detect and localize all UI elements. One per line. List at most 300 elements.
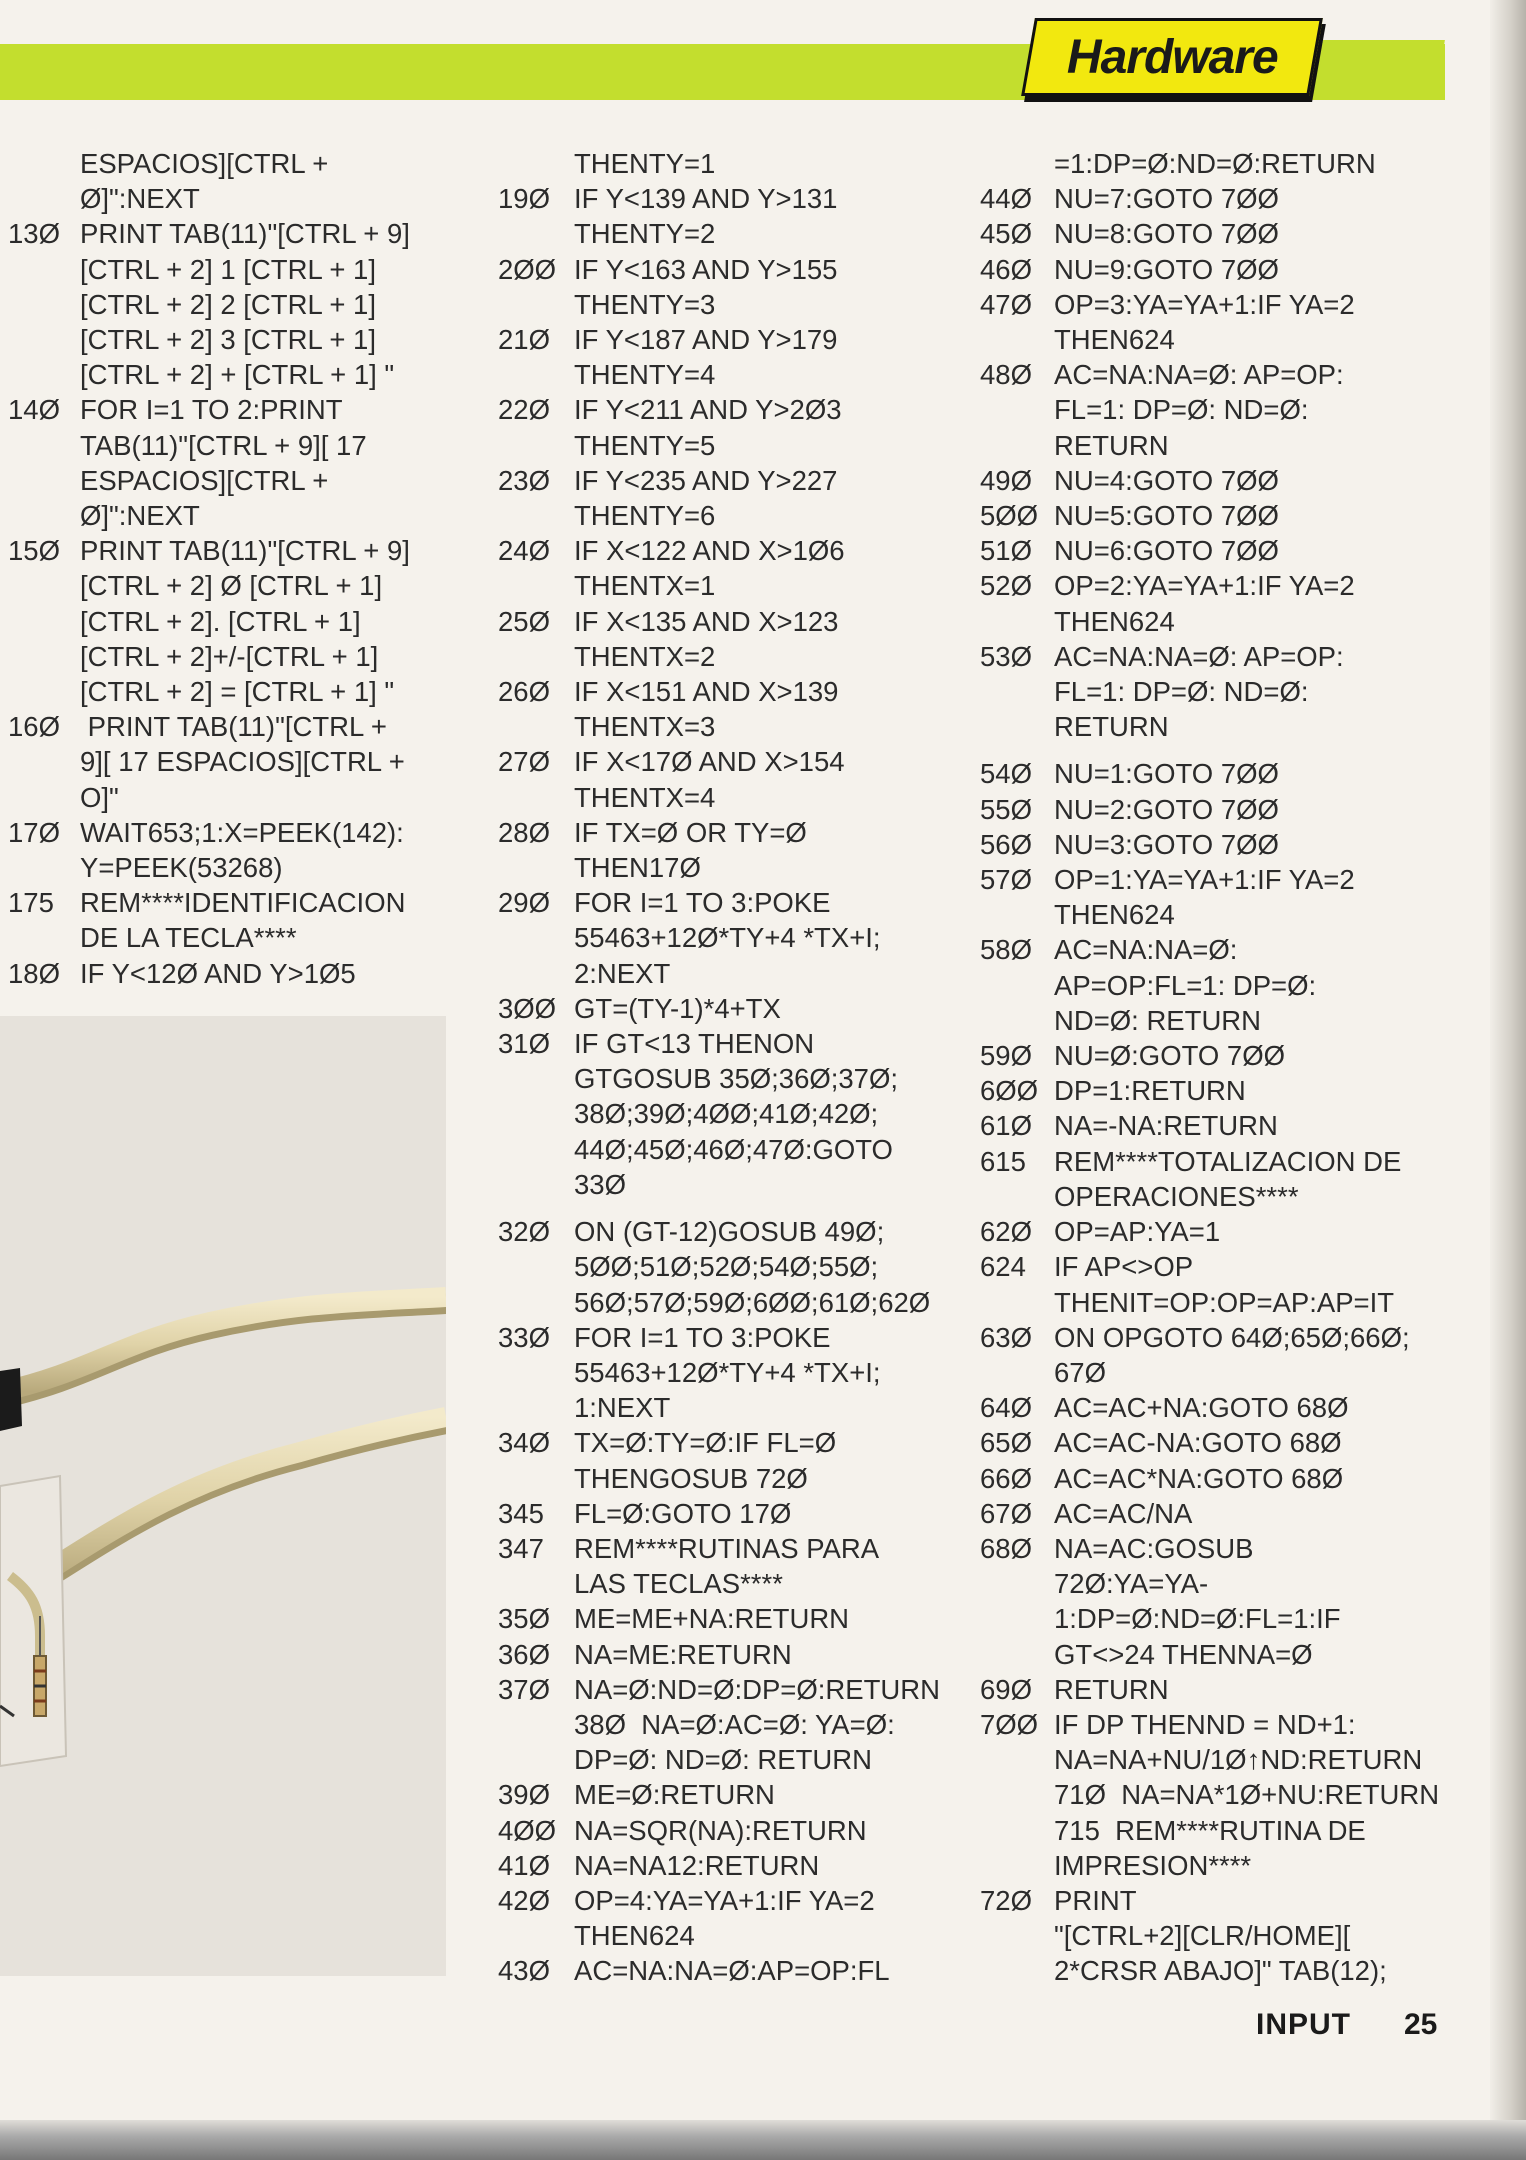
code-text: =1:DP=Ø:ND=Ø:RETURN: [1054, 148, 1376, 179]
code-line: [490, 885, 990, 920]
line-number: 24Ø: [498, 535, 550, 567]
code-text: THENIT=OP:OP=AP:AP=IT: [1054, 1286, 1395, 1318]
code-line: [490, 533, 990, 568]
line-number: [0, 850, 80, 885]
line-number: 15Ø: [8, 535, 60, 567]
code-line: [980, 639, 1500, 674]
line-number: 2ØØ: [498, 253, 557, 285]
code-text: IF GT<13 THENON: [574, 1028, 815, 1060]
code-text: OPERACIONES****: [1054, 1180, 1299, 1212]
line-number: 66Ø: [980, 1462, 1032, 1494]
code-text: FL=1: DP=Ø: ND=Ø:: [1054, 394, 1309, 426]
code-line: [490, 216, 990, 251]
line-number: [490, 1742, 574, 1777]
line-number: [0, 357, 80, 392]
line-number: 345: [498, 1497, 544, 1529]
code-text: IF TX=Ø OR TY=Ø: [574, 816, 807, 848]
code-text: 44Ø;45Ø;46Ø;47Ø:GOTO: [574, 1133, 893, 1165]
code-text: WAIT653;1:X=PEEK(142):: [80, 816, 404, 848]
code-line: [490, 1390, 990, 1425]
code-text: 5ØØ;51Ø;52Ø;54Ø;55Ø;: [574, 1251, 879, 1283]
line-number: 65Ø: [980, 1427, 1032, 1459]
code-text: [CTRL + 2] + [CTRL + 1] ": [80, 359, 395, 391]
line-number: 18Ø: [8, 957, 60, 989]
line-number: 6ØØ: [980, 1075, 1039, 1107]
code-text: 71Ø NA=NA*1Ø+NU:RETURN: [1054, 1779, 1440, 1811]
line-number: 44Ø: [980, 183, 1032, 215]
code-text: AP=OP:FL=1: DP=Ø:: [1054, 969, 1317, 1001]
footer-magazine-name: INPUT: [1256, 2008, 1351, 2041]
code-text: NU=4:GOTO 7ØØ: [1054, 464, 1279, 496]
code-text: GTGOSUB 35Ø;36Ø;37Ø;: [574, 1063, 899, 1095]
line-number: [0, 287, 80, 322]
code-text: LAS TECLAS****: [574, 1568, 783, 1600]
code-line: [0, 357, 460, 392]
code-text: ON OPGOTO 64Ø;65Ø;66Ø;: [1054, 1321, 1410, 1353]
code-line: [0, 780, 460, 815]
code-line: [980, 463, 1500, 498]
code-text: NU=1:GOTO 7ØØ: [1054, 758, 1279, 790]
code-line: [0, 392, 460, 427]
code-text: Y=PEEK(53268): [80, 852, 283, 884]
line-number: [980, 604, 1054, 639]
code-text: NA=ME:RETURN: [574, 1638, 792, 1670]
code-line: [980, 827, 1500, 862]
line-number: 56Ø: [980, 828, 1032, 860]
code-line: [980, 1531, 1500, 1566]
line-number: [980, 1566, 1054, 1601]
code-text: ME=ME+NA:RETURN: [574, 1603, 850, 1635]
line-number: [0, 181, 80, 216]
line-number: [980, 1003, 1054, 1038]
line-number: [490, 568, 574, 603]
code-line: [490, 1061, 990, 1096]
line-number: [0, 146, 80, 181]
code-line: [490, 287, 990, 322]
line-number: [0, 322, 80, 357]
page-bottom-edge: [0, 2120, 1526, 2160]
code-text: [CTRL + 2]+/-[CTRL + 1]: [80, 640, 379, 672]
code-line: [490, 498, 990, 533]
code-line: [0, 709, 460, 744]
code-text: 56Ø;57Ø;59Ø;6ØØ;61Ø;62Ø: [574, 1286, 931, 1318]
code-text: OP=1:YA=YA+1:IF YA=2: [1054, 864, 1355, 896]
code-text: RETURN: [1054, 429, 1169, 461]
code-line: [980, 1249, 1500, 1284]
line-number: 34Ø: [498, 1427, 550, 1459]
code-text: TX=Ø:TY=Ø:IF FL=Ø: [574, 1427, 837, 1459]
code-text: AC=AC/NA: [1054, 1497, 1193, 1529]
code-text: THEN624: [1054, 605, 1175, 637]
code-text: O]": [80, 781, 119, 813]
header-color-bar-tip: [1313, 40, 1445, 96]
code-line: [980, 709, 1500, 744]
line-number: [490, 709, 574, 744]
code-line: [980, 1777, 1500, 1812]
code-text: AC=NA:NA=Ø:: [1054, 934, 1238, 966]
code-column-1: [0, 146, 460, 991]
line-number: [0, 604, 80, 639]
code-line: [980, 252, 1500, 287]
line-number: [980, 1355, 1054, 1390]
code-line: [0, 463, 460, 498]
code-text: OP=2:YA=YA+1:IF YA=2: [1054, 570, 1355, 602]
line-number: [0, 252, 80, 287]
line-number: [980, 1601, 1054, 1636]
line-number: [490, 956, 574, 991]
code-line: [490, 1918, 990, 1953]
code-text: IF Y<187 AND Y>179: [574, 324, 838, 356]
code-line: [490, 1813, 990, 1848]
code-line: [980, 568, 1500, 603]
line-number: 64Ø: [980, 1392, 1032, 1424]
line-number: 36Ø: [498, 1638, 550, 1670]
code-line: [980, 357, 1500, 392]
code-line: [490, 146, 990, 181]
code-text: THENTY=5: [574, 429, 716, 461]
code-text: FOR I=1 TO 2:PRINT: [80, 394, 343, 426]
code-text: 72Ø:YA=YA-: [1054, 1568, 1209, 1600]
code-line: [980, 428, 1500, 463]
line-number: 19Ø: [498, 183, 550, 215]
code-text: [CTRL + 2] 3 [CTRL + 1]: [80, 324, 376, 356]
line-number: 615: [980, 1145, 1026, 1177]
line-number: 53Ø: [980, 640, 1032, 672]
code-text: FL=1: DP=Ø: ND=Ø:: [1054, 676, 1309, 708]
line-number: 16Ø: [8, 711, 60, 743]
code-line: [980, 1108, 1500, 1143]
code-line: [980, 1813, 1500, 1848]
line-number: [980, 1918, 1054, 1953]
code-line: [490, 604, 990, 639]
code-text: AC=NA:NA=Ø: AP=OP:: [1054, 359, 1344, 391]
line-number: [980, 1777, 1054, 1812]
page-number: 25: [1404, 2008, 1438, 2041]
code-line: [0, 428, 460, 463]
code-text: GT=(TY-1)*4+TX: [574, 992, 781, 1024]
code-line: [0, 885, 460, 920]
code-line: [490, 639, 990, 674]
code-text: 715 REM****RUTINA DE: [1054, 1814, 1366, 1846]
code-text: Ø]":NEXT: [80, 500, 200, 532]
code-text: THEN624: [574, 1920, 695, 1952]
line-number: [490, 920, 574, 955]
code-line: [490, 392, 990, 427]
code-text: "[CTRL+2][CLR/HOME][: [1054, 1920, 1351, 1952]
code-line: [490, 1777, 990, 1812]
code-line: [490, 1637, 990, 1672]
line-number: [490, 639, 574, 674]
code-line: [980, 533, 1500, 568]
code-line: [490, 1096, 990, 1131]
line-number: [0, 428, 80, 463]
code-text: THEN17Ø: [574, 852, 701, 884]
code-line: [490, 181, 990, 216]
line-number: 46Ø: [980, 253, 1032, 285]
code-text: THENTY=1: [574, 148, 716, 179]
code-line: [0, 956, 460, 991]
line-number: 42Ø: [498, 1884, 550, 1916]
code-text: DE LA TECLA****: [80, 922, 297, 954]
circuit-photo: [0, 1016, 446, 1976]
line-number: [490, 1918, 574, 1953]
line-number: 13Ø: [8, 218, 60, 250]
code-line: [0, 252, 460, 287]
line-number: [980, 1637, 1054, 1672]
code-text: NA=Ø:ND=Ø:DP=Ø:RETURN: [574, 1673, 940, 1705]
line-number: [490, 1167, 574, 1202]
line-number: [980, 1179, 1054, 1214]
line-number: [980, 1285, 1054, 1320]
line-number: [980, 968, 1054, 1003]
line-number: [0, 463, 80, 498]
code-line: [0, 568, 460, 603]
code-text: AC=NA:NA=Ø: AP=OP:: [1054, 640, 1344, 672]
line-number: 62Ø: [980, 1216, 1032, 1248]
line-number: [0, 568, 80, 603]
code-line: [980, 1038, 1500, 1073]
code-line: [0, 181, 460, 216]
code-line: [490, 674, 990, 709]
line-number: [490, 216, 574, 251]
code-text: DP=Ø: ND=Ø: RETURN: [574, 1744, 872, 1776]
code-line: [490, 428, 990, 463]
line-number: 61Ø: [980, 1110, 1032, 1142]
code-line: [490, 1953, 990, 1988]
code-text: OP=4:YA=YA+1:IF YA=2: [574, 1884, 875, 1916]
line-number: 69Ø: [980, 1673, 1032, 1705]
line-number: 39Ø: [498, 1779, 550, 1811]
code-line: [980, 1390, 1500, 1425]
code-line: [980, 287, 1500, 322]
line-number: 31Ø: [498, 1028, 550, 1060]
code-line: [980, 392, 1500, 427]
code-text: AC=AC*NA:GOTO 68Ø: [1054, 1462, 1344, 1494]
code-text: FOR I=1 TO 3:POKE: [574, 1321, 831, 1353]
code-text: IF Y<139 AND Y>131: [574, 183, 838, 215]
code-text: [CTRL + 2] 2 [CTRL + 1]: [80, 288, 376, 320]
code-line: [0, 674, 460, 709]
code-text: IMPRESION****: [1054, 1849, 1252, 1881]
code-line: [490, 1672, 990, 1707]
code-text: OP=3:YA=YA+1:IF YA=2: [1054, 288, 1355, 320]
code-line: [490, 1883, 990, 1918]
code-line: [0, 322, 460, 357]
line-number: [490, 357, 574, 392]
line-number: 27Ø: [498, 746, 550, 778]
code-column-3: [980, 146, 1500, 1989]
code-line: [0, 815, 460, 850]
code-text: IF DP THENND = ND+1:: [1054, 1708, 1356, 1740]
code-line: [490, 1425, 990, 1460]
line-number: [490, 1061, 574, 1096]
code-line: [980, 1953, 1500, 1988]
code-line: [980, 968, 1500, 1003]
code-line: [980, 146, 1500, 181]
code-line: [490, 1026, 990, 1061]
code-line: [980, 1883, 1500, 1918]
code-line: [980, 1566, 1500, 1601]
line-number: 5ØØ: [980, 500, 1039, 532]
code-text: IF X<151 AND X>139: [574, 676, 839, 708]
code-text: NU=8:GOTO 7ØØ: [1054, 218, 1279, 250]
line-number: 7ØØ: [980, 1708, 1039, 1740]
line-number: 347: [498, 1532, 544, 1564]
line-number: [490, 287, 574, 322]
column-spacer: [490, 1202, 990, 1214]
code-line: [980, 181, 1500, 216]
line-number: 45Ø: [980, 218, 1032, 250]
line-number: 35Ø: [498, 1603, 550, 1635]
line-number: 26Ø: [498, 676, 550, 708]
line-number: [980, 146, 1054, 181]
code-line: [980, 1320, 1500, 1355]
code-text: 33Ø: [574, 1168, 626, 1200]
code-text: IF Y<211 AND Y>2Ø3: [574, 394, 842, 426]
code-text: NU=7:GOTO 7ØØ: [1054, 183, 1279, 215]
line-number: [980, 428, 1054, 463]
code-line: [490, 1742, 990, 1777]
code-line: [980, 498, 1500, 533]
line-number: 17Ø: [8, 816, 60, 848]
line-number: [490, 1355, 574, 1390]
line-number: 23Ø: [498, 464, 550, 496]
code-text: 55463+12Ø*TY+4 *TX+I;: [574, 922, 881, 954]
code-line: [980, 1496, 1500, 1531]
code-text: IF Y<163 AND Y>155: [574, 253, 838, 285]
line-number: 67Ø: [980, 1497, 1032, 1529]
code-line: [490, 357, 990, 392]
line-number: [490, 1285, 574, 1320]
code-line: [980, 1285, 1500, 1320]
code-text: TAB(11)"[CTRL + 9][ 17: [80, 429, 367, 461]
code-line: [980, 1073, 1500, 1108]
code-text: ON (GT-12)GOSUB 49Ø;: [574, 1216, 885, 1248]
line-number: [490, 1461, 574, 1496]
code-line: [490, 780, 990, 815]
code-text: 2*CRSR ABAJO]" TAB(12);: [1054, 1955, 1387, 1987]
code-line: [490, 1707, 990, 1742]
code-line: [490, 956, 990, 991]
line-number: 68Ø: [980, 1532, 1032, 1564]
code-line: [980, 1425, 1500, 1460]
line-number: [980, 392, 1054, 427]
code-text: NU=9:GOTO 7ØØ: [1054, 253, 1279, 285]
code-text: GT<>24 THENNA=Ø: [1054, 1638, 1313, 1670]
code-line: [490, 1167, 990, 1202]
code-text: NA=AC:GOSUB: [1054, 1532, 1254, 1564]
code-line: [0, 744, 460, 779]
line-number: [980, 1742, 1054, 1777]
code-line: [490, 1214, 990, 1249]
code-line: [490, 1848, 990, 1883]
code-text: [CTRL + 2] 1 [CTRL + 1]: [80, 253, 376, 285]
code-text: NU=5:GOTO 7ØØ: [1054, 500, 1279, 532]
code-line: [980, 1918, 1500, 1953]
code-line: [980, 1003, 1500, 1038]
code-text: NA=NA12:RETURN: [574, 1849, 820, 1881]
code-text: THENTX=2: [574, 640, 716, 672]
code-line: [980, 1672, 1500, 1707]
code-text: ND=Ø: RETURN: [1054, 1004, 1262, 1036]
line-number: 32Ø: [498, 1216, 550, 1248]
code-line: [490, 1461, 990, 1496]
line-number: 48Ø: [980, 359, 1032, 391]
line-number: [980, 674, 1054, 709]
code-text: IF AP<>OP: [1054, 1251, 1194, 1283]
code-line: [490, 1496, 990, 1531]
code-text: AC=NA:NA=Ø:AP=OP:FL: [574, 1955, 890, 1987]
code-text: ESPACIOS][CTRL +: [80, 464, 329, 496]
code-line: [490, 850, 990, 885]
code-line: [490, 568, 990, 603]
circuit-photo-illustration: [0, 1016, 446, 1976]
line-number: 51Ø: [980, 535, 1032, 567]
code-text: IF X<135 AND X>123: [574, 605, 839, 637]
code-line: [490, 252, 990, 287]
code-text: NU=6:GOTO 7ØØ: [1054, 535, 1279, 567]
code-text: IF Y<235 AND Y>227: [574, 464, 838, 496]
line-number: 43Ø: [498, 1955, 550, 1987]
code-text: ME=Ø:RETURN: [574, 1779, 775, 1811]
line-number: [0, 744, 80, 779]
code-line: [980, 932, 1500, 967]
code-text: PRINT TAB(11)"[CTRL +: [80, 711, 387, 743]
code-line: [980, 1179, 1500, 1214]
code-line: [490, 1601, 990, 1636]
code-text: NU=2:GOTO 7ØØ: [1054, 793, 1279, 825]
code-text: 55463+12Ø*TY+4 *TX+I;: [574, 1356, 881, 1388]
code-text: NA=-NA:RETURN: [1054, 1110, 1278, 1142]
code-line: [490, 1132, 990, 1167]
line-number: 55Ø: [980, 793, 1032, 825]
code-text: THENGOSUB 72Ø: [574, 1462, 808, 1494]
line-number: [490, 146, 574, 181]
code-text: 1:DP=Ø:ND=Ø:FL=1:IF: [1054, 1603, 1341, 1635]
code-text: IF Y<12Ø AND Y>1Ø5: [80, 957, 356, 989]
code-text: ESPACIOS][CTRL +: [80, 148, 329, 179]
code-text: THEN624: [1054, 899, 1175, 931]
code-line: [0, 498, 460, 533]
code-text: REM****RUTINAS PARA: [574, 1532, 880, 1564]
code-text: 9][ 17 ESPACIOS][CTRL +: [80, 746, 405, 778]
line-number: [490, 1096, 574, 1131]
line-number: [980, 709, 1054, 744]
line-number: 47Ø: [980, 288, 1032, 320]
line-number: 54Ø: [980, 758, 1032, 790]
code-column-2: [490, 146, 990, 1989]
code-text: PRINT TAB(11)"[CTRL + 9]: [80, 218, 410, 250]
code-line: [980, 862, 1500, 897]
code-text: PRINT TAB(11)"[CTRL + 9]: [80, 535, 410, 567]
code-text: RETURN: [1054, 711, 1169, 743]
code-text: IF X<17Ø AND X>154: [574, 746, 845, 778]
code-text: IF X<122 AND X>1Ø6: [574, 535, 845, 567]
line-number: [0, 780, 80, 815]
code-text: REM****TOTALIZACION DE: [1054, 1145, 1402, 1177]
code-text: THENTY=6: [574, 500, 716, 532]
line-number: [0, 498, 80, 533]
code-text: NU=3:GOTO 7ØØ: [1054, 828, 1279, 860]
code-text: 1:NEXT: [574, 1392, 671, 1424]
line-number: 14Ø: [8, 394, 60, 426]
code-line: [0, 850, 460, 885]
code-line: [980, 897, 1500, 932]
code-text: DP=1:RETURN: [1054, 1075, 1246, 1107]
code-text: 38Ø NA=Ø:AC=Ø: YA=Ø:: [574, 1708, 895, 1740]
code-line: [490, 322, 990, 357]
code-line: [490, 991, 990, 1026]
